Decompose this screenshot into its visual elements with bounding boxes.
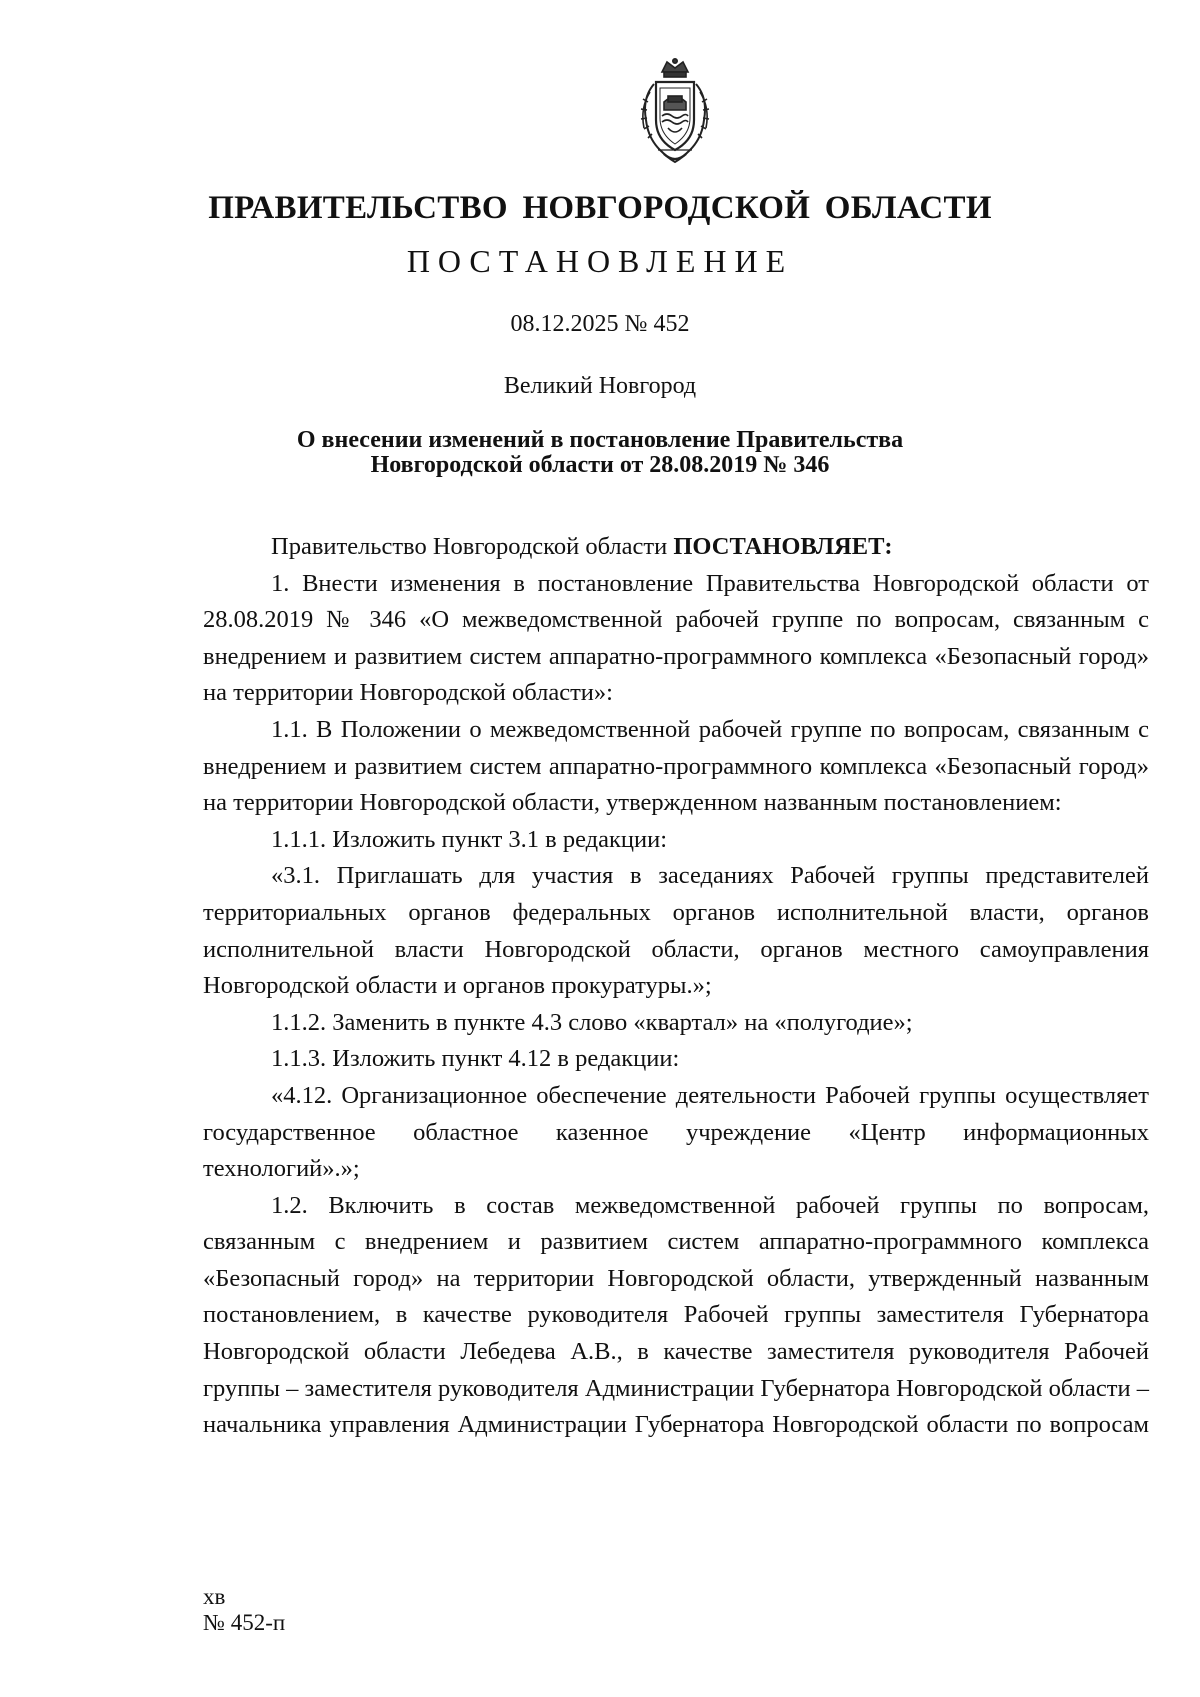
subject-line-1: О внесении изменений в постановление Правительства: [296, 427, 904, 453]
paragraph-1-2: 1.2. Включить в состав межведомственной рабочей группы по вопросам, связанным с внедрением и развитием систем аппаратно-программного комплекса «Безопасный город» на территории Новгородской области, утвержденный названным постановлением, в качестве руководителя Рабочей группы заместителя Губернатора Новгородской области Лебедева А.В., в качестве заместителя руководителя Рабочей группы – заместителя руководителя Администрации Губернатора Новгородской области – начальника управления Администрации Губернатора Новгородской области по вопросам: [203, 1191, 1149, 1439]
paragraph-1-1-3: 1.1.3. Изложить пункт 4.12 в редакции:: [271, 1045, 680, 1073]
organization-name: ПРАВИТЕЛЬСТВО НОВГОРОДСКОЙ ОБЛАСТИ: [208, 190, 992, 226]
preamble-decree-word: ПОСТАНОВЛЯЕТ:: [673, 533, 893, 560]
document-subject: [0, 428, 1200, 478]
executor-initials: хв: [203, 1584, 226, 1609]
paragraph-1: 1. Внести изменения в постановление Правительства Новгородской области от 28.08.2019 № 346 «О межведомственной рабочей группе по вопросам, связанным с внедрением и развитием систем аппаратно-программного комплекса «Безопасный город» на территории Новгородской области»:: [203, 569, 1149, 707]
subject-line-2: Новгородской области от 28.08.2019 № 346: [370, 452, 830, 478]
document-code: № 452-п: [203, 1610, 286, 1635]
city: Великий Новгород: [503, 373, 697, 399]
paragraph-1-1-2: 1.1.2. Заменить в пункте 4.3 слово «квартал» на «полугодие»;: [271, 1008, 913, 1036]
document-footer: [203, 1584, 285, 1636]
quote-3-1: «3.1. Приглашать для участия в заседаниях Рабочей группы представителей территориальных органов федеральных органов исполнительной власти, органов исполнительной власти Новгородской области, органов местного самоуправления Новгородской области и органов прокуратуры.»;: [203, 862, 1149, 1000]
paragraph-1-1-1: 1.1.1. Изложить пункт 3.1 в редакции:: [271, 825, 668, 853]
coat-of-arms-icon: [634, 58, 716, 166]
document-type: ПОСТАНОВЛЕНИЕ: [406, 243, 794, 279]
decree-preamble: [203, 529, 1149, 566]
quote-4-12: «4.12. Организационное обеспечение деятельности Рабочей группы осуществляет государственное областное казенное учреждение «Центр информационных технологий».»;: [203, 1081, 1149, 1183]
date-and-number: 08.12.2025 № 452: [510, 311, 690, 337]
paragraph-1-1: 1.1. В Положении о межведомственной рабочей группе по вопросам, связанным с внедрением и развитием систем аппаратно-программного комплекса «Безопасный город» на территории Новгородской области, утвержденном названным постановлением:: [203, 715, 1149, 817]
preamble-text: Правительство Новгородской области: [271, 533, 674, 560]
document-body: [203, 529, 1149, 1444]
